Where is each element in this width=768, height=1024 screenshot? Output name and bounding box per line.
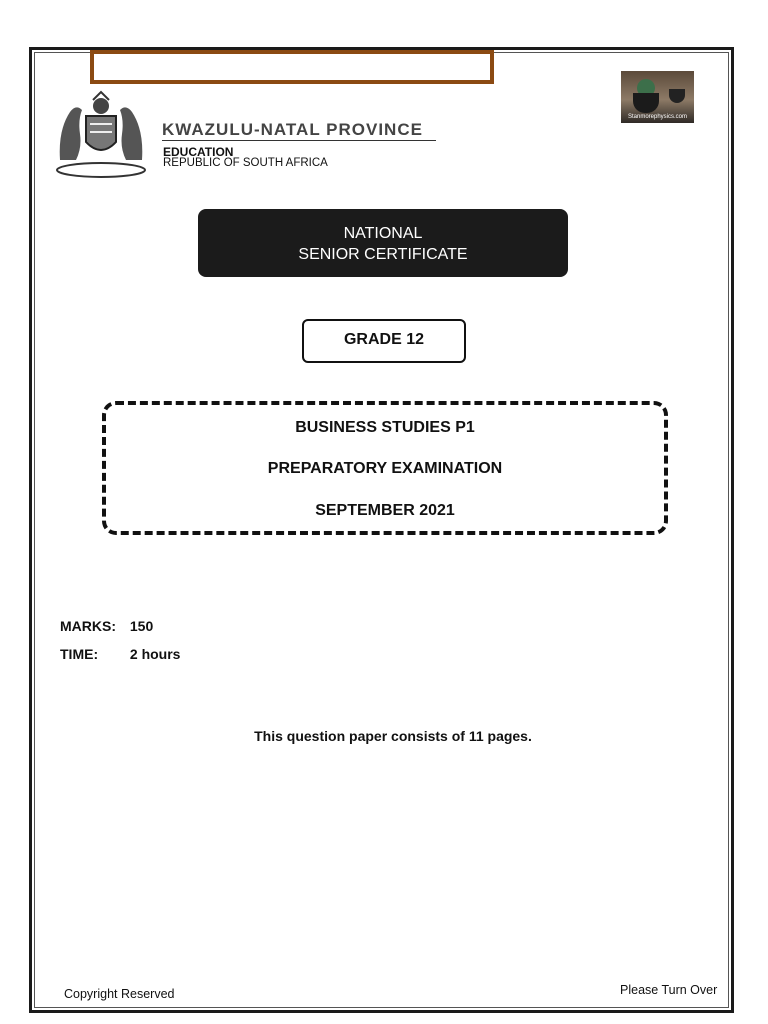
- exam-type: PREPARATORY EXAMINATION: [267, 460, 503, 477]
- time-row: [60, 646, 180, 662]
- copyright-notice: Copyright Reserved: [64, 987, 175, 1001]
- province-title: KWAZULU-NATAL PROVINCE: [162, 120, 423, 139]
- marks-value: 150: [129, 618, 154, 634]
- pot-shape: [669, 89, 685, 103]
- page-count-note: This question paper consists of 11 pages.: [254, 728, 532, 744]
- photo-caption: Stanmorephysics.com: [627, 114, 688, 120]
- department-label: EDUCATION: [163, 145, 234, 159]
- plant-photo: [621, 71, 694, 123]
- grade-label: GRADE 12: [302, 319, 466, 363]
- pot-shape: [633, 93, 659, 113]
- exam-session: SEPTEMBER 2021: [315, 502, 455, 519]
- country-label: REPUBLIC OF SOUTH AFRICA: [163, 157, 328, 169]
- certificate-line-1: NATIONAL: [343, 225, 423, 242]
- divider: [162, 140, 436, 141]
- marks-label: MARKS:: [60, 618, 116, 634]
- certificate-line-2: SENIOR CERTIFICATE: [298, 246, 468, 263]
- turn-over-notice: Please Turn Over: [620, 983, 718, 997]
- header-blank-box: [90, 50, 494, 84]
- time-value: 2 hours: [129, 646, 181, 662]
- coat-of-arms-icon: [52, 90, 150, 180]
- marks-row: [60, 618, 153, 634]
- subject-title: BUSINESS STUDIES P1: [295, 419, 475, 436]
- time-label: TIME:: [60, 646, 99, 662]
- certificate-banner: [198, 209, 568, 277]
